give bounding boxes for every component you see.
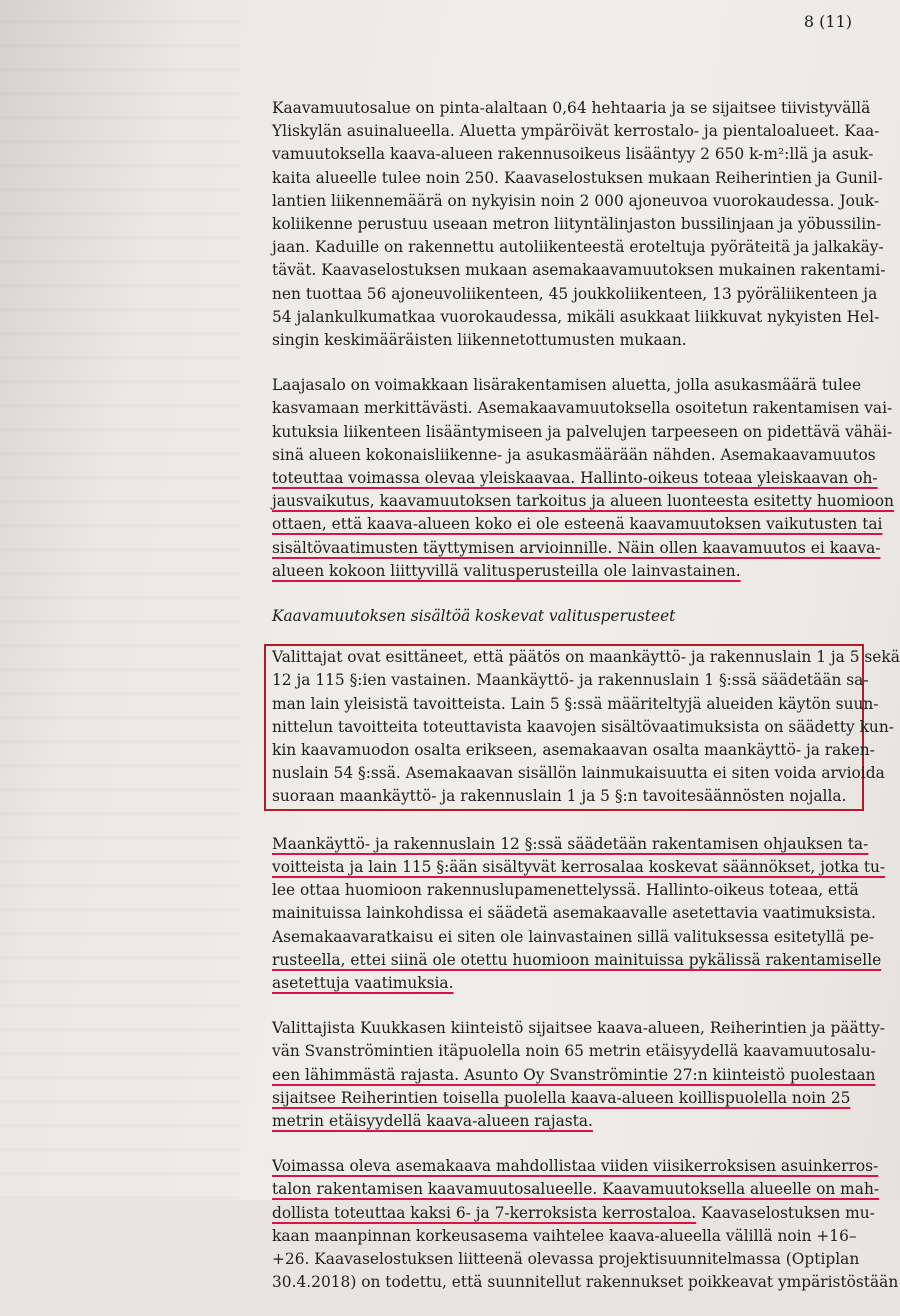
text-line [272, 1064, 876, 1087]
text-segment: nittelun tavoitteita toteuttavista kaavojen sisältövaatimuksista on säädetty kun- [272, 717, 894, 736]
text-segment: suoraan maankäyttö- ja rakennuslain 1 ja 5 §:n tavoitesäännösten nojalla. [272, 787, 847, 806]
text-line [272, 444, 876, 467]
underlined-segment: Maankäyttö- ja rakennuslain 12 §:ssä säädetään rakentamisen ohjauksen ta- [272, 834, 869, 853]
text-segment: Kaavaselostuksen mu- [696, 1203, 875, 1222]
paragraph [272, 97, 886, 352]
text-line [272, 283, 878, 306]
underlined-segment: een lähimmästä rajasta. Asunto Oy Svanströmintie 27:n kiinteistö puolestaan [272, 1065, 876, 1084]
text-line [272, 167, 883, 190]
text-segment: nuslain 54 §:ssä. Asemakaavan sisällön lainmukaisuutta ei siten voida arvioida [272, 764, 885, 783]
text-line [272, 1155, 879, 1178]
text-segment: Laajasalo on voimakkaan lisärakentamisen aluetta, jolla asukasmäärä tulee [272, 376, 862, 395]
paragraph [272, 374, 894, 583]
text-line [272, 693, 879, 716]
text-segment: lee ottaa huomioon rakennuslupamenettelyssä. Hallinto-oikeus toteaa, että [272, 881, 859, 900]
underlined-segment: rusteella, [272, 950, 351, 969]
boxed-paragraph [264, 644, 900, 810]
text-segment: 12 ja 115 §:ien vastainen. Maankäyttö- ja rakennuslain 1 §:ssä säädetään sa- [272, 671, 869, 690]
text-segment: kaita alueelle tulee noin 250. Kaavaselostuksen mukaan Reiherintien ja Gunil- [272, 168, 883, 187]
underlined-segment: jausvaikutus, kaavamuutoksen tarkoitus ja alueen luonteesta esitetty huomioon [272, 492, 894, 511]
underlined-segment: metrin etäisyydellä kaava-alueen rajasta. [272, 1111, 593, 1130]
body-text [272, 97, 900, 1316]
text-line [272, 972, 872, 995]
text-line [272, 143, 872, 166]
underlined-segment: talon rakentamisen kaavamuutosalueelle. Kaavamuutoksella alueelle on mah- [272, 1180, 880, 1199]
text-line [272, 762, 885, 785]
text-line [272, 716, 894, 739]
text-segment: Asemakaavaratkaisu ei siten ole lainvastainen sillä valituksessa esitetyllä pe- [272, 927, 875, 946]
text-line [272, 397, 893, 420]
text-line [272, 467, 878, 490]
text-line [272, 560, 872, 583]
text-segment: vamuutoksella kaava-alueen rakennusoikeus lisääntyy 2 650 k-m²:llä ja asuk- [272, 145, 874, 164]
text-line [272, 1087, 872, 1110]
text-segment: Kaavamuutosalue on pinta-alaltaan 0,64 hehtaaria ja se sijaitsee tiivistyvällä [272, 99, 871, 117]
text-line [272, 374, 872, 397]
text-segment: singin keskimääräisten liikennetottumusten mukaan. [272, 331, 687, 350]
text-line [272, 1248, 872, 1271]
bleed-through-shadow [0, 0, 240, 1200]
text-segment: sinä alueen kokonaisliikenne- ja asukasmäärään nähden. Asemakaavamuutos [272, 445, 876, 464]
text-line [272, 306, 880, 329]
section-heading: Kaavamuutoksen sisältöä koskevat valitusperusteet [272, 607, 676, 626]
underlined-segment: alueen kokoon liittyvillä valitusperusteilla ole lainvastainen. [272, 561, 741, 580]
text-line [272, 1040, 876, 1063]
text-line [272, 833, 872, 856]
underlined-segment: sisältövaatimusten täyttymisen arvioinnille. Näin ollen kaavamuutos ei kaava- [272, 538, 881, 557]
text-segment: 54 jalankulkumatkaa vuorokaudessa, mikäli asukkaat liikkuvat nykyisten Hel- [272, 307, 880, 326]
text-line [272, 669, 869, 692]
underlined-segment: ettei siinä ole otettu huomioon mainituissa pykälissä rakentamiselle [350, 950, 882, 969]
text-line [272, 97, 872, 120]
text-segment: koliikenne perustuu useaan metron liityntälinjaston bussilinjaan ja yöbussilin- [272, 215, 882, 234]
text-line [272, 513, 883, 536]
text-line [272, 490, 894, 513]
text-line [272, 259, 886, 282]
text-line [272, 856, 886, 879]
text-line [272, 785, 854, 808]
text-segment: Valittajista Kuukkasen kiinteistö sijaitsee kaava-alueen, Reiherintien ja päätty- [272, 1019, 885, 1038]
text-line [272, 537, 881, 560]
underlined-segment: Voimassa oleva asemakaava mahdollistaa viiden viisikerroksisen asuinkerros- [272, 1157, 879, 1176]
text-line [272, 190, 880, 213]
text-line [272, 949, 882, 972]
text-line [272, 421, 893, 444]
text-segment: vän Svanströmintien itäpuolella noin 65 metrin etäisyydellä kaavamuutosalu- [272, 1042, 876, 1061]
text-segment: +26. Kaavaselostuksen liitteenä olevassa projektisuunnitelmassa (Optiplan [272, 1249, 860, 1268]
text-segment: man lain yleisistä tavoitteista. Lain 5 §:ssä määriteltyjä alueiden käytön suun- [272, 694, 879, 713]
text-segment: Valittajat ovat esittäneet, että päätös on maankäyttö- ja rakennuslain 1 ja 5 sekä [272, 648, 900, 667]
text-line [272, 646, 900, 669]
text-segment: kasvamaan merkittävästi. Asemakaavamuutoksella osoitetun rakentamisen vai- [272, 399, 893, 418]
text-segment: lantien liikennemäärä on nykyisin noin 2 000 ajoneuvoa vuorokaudessa. Jouk- [272, 191, 880, 210]
underlined-segment: sijaitsee Reiherintien toisella puolella kaava-alueen koillispuolella noin 25 [272, 1088, 851, 1107]
text-line [272, 236, 884, 259]
text-line [272, 120, 880, 143]
text-segment: Yliskylän asuinalueella. Aluetta ympäröivät kerrostalo- ja pientaloalueet. Kaa- [272, 122, 880, 141]
text-segment: mainituissa lainkohdissa ei säädetä asemakaavalle asetettavia vaatimuksista. [272, 904, 876, 923]
underlined-segment: voitteista ja lain 115 §:ään sisältyvät kerrosalaa koskevat säännökset, jotka tu- [272, 857, 886, 876]
underlined-segment: ottaen, että kaava-alueen koko ei ole esteenä kaavamuutoksen vaikutusten tai [272, 515, 883, 534]
text-segment: kutuksia liikenteen lisääntymiseen ja palvelujen tarpeeseen on pidettävä vähäi- [272, 422, 893, 441]
underlined-segment: dollista toteuttaa kaksi 6- ja 7-kerroksista kerrostaloa. [272, 1203, 697, 1222]
text-segment: jaan. Kaduille on rakennettu autoliikenteestä eroteltuja pyöräteitä ja jalkakäy- [272, 238, 884, 257]
text-segment: tävät. Kaavaselostuksen mukaan asemakaavamuutoksen mukainen rakentami- [272, 261, 886, 280]
text-line [272, 926, 875, 949]
text-line [272, 213, 882, 236]
text-line [272, 1178, 880, 1201]
text-line [272, 739, 875, 762]
text-line [272, 1202, 875, 1225]
text-line [272, 329, 872, 352]
text-segment: kin kaavamuodon osalta erikseen, asemakaavan osalta maankäyttö- ja raken- [272, 741, 875, 760]
text-segment: 30.4.2018) on todettu, että suunnitellut rakennukset poikkeavat ympäristöstään [272, 1273, 899, 1292]
text-line [272, 1017, 885, 1040]
text-line [272, 1110, 872, 1133]
paragraph [272, 1017, 885, 1133]
paragraph [272, 1155, 899, 1294]
text-segment: nen tuottaa 56 ajoneuvoliikenteen, 45 joukkoliikenteen, 13 pyöräliikenteen ja [272, 284, 878, 303]
underlined-segment: asetettuja vaatimuksia. [272, 973, 454, 992]
text-line [272, 902, 876, 925]
text-line [272, 879, 872, 902]
text-segment: kaan maanpinnan korkeusasema vaihtelee kaava-alueella välillä noin +16– [272, 1226, 857, 1245]
page-number: 8 (11) [803, 12, 852, 31]
underlined-segment: toteuttaa voimassa olevaa yleiskaavaa. Hallinto-oikeus toteaa yleiskaavan oh- [272, 469, 878, 488]
text-line [272, 1225, 872, 1248]
paragraph [272, 833, 886, 995]
text-line [272, 1271, 899, 1294]
